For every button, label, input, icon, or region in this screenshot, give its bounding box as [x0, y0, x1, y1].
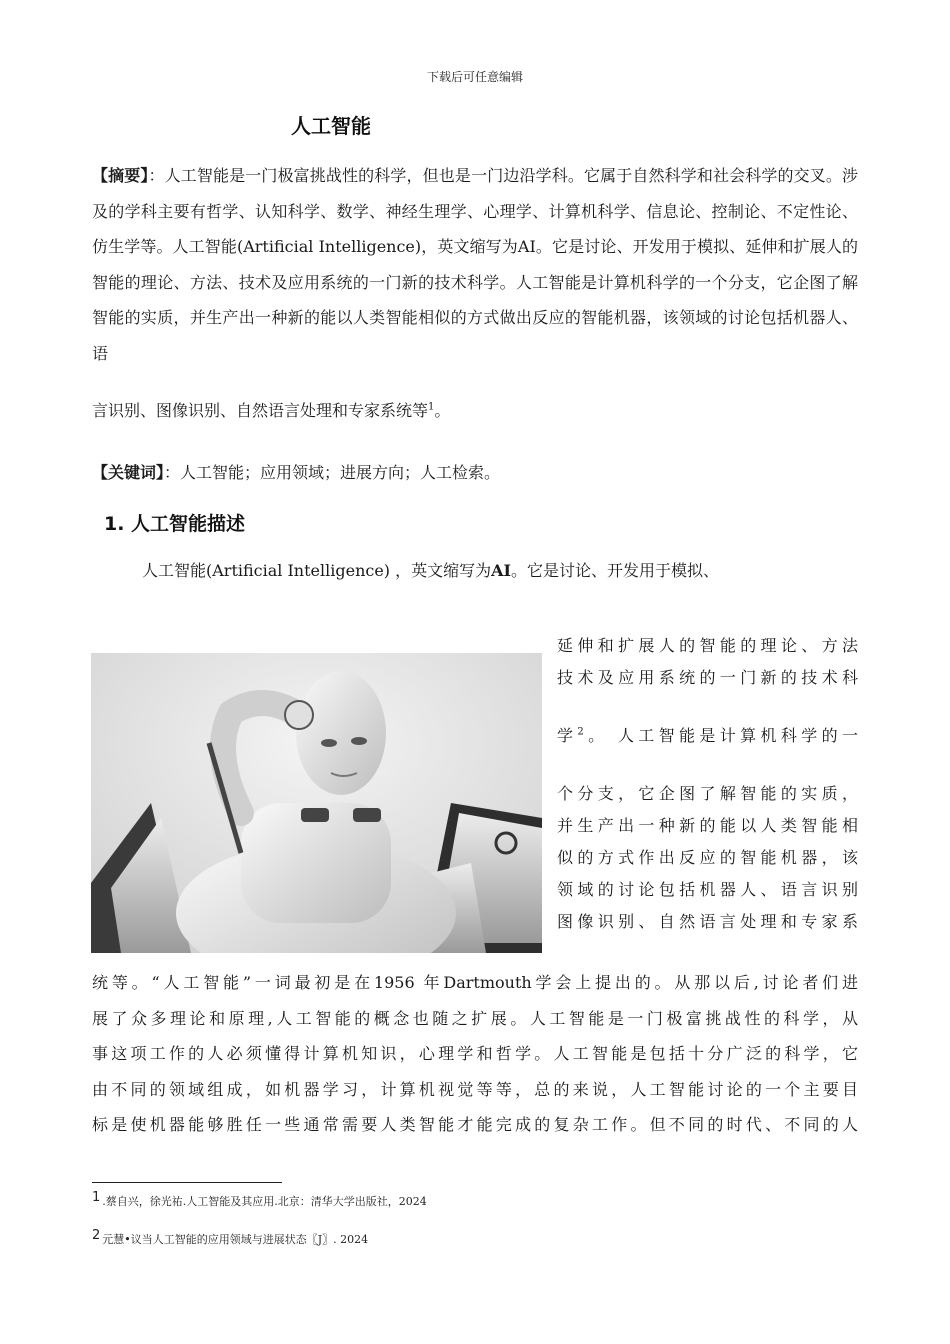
body-line: 标是使机器能够胜任一些通常需要人类智能才能完成的复杂工作。但不同的时代、不同的人: [92, 1115, 858, 1135]
body-line: 由不同的领域组成，如机器学习，计算机视觉等等，总的来说，人工智能讨论的一个主要目: [92, 1079, 858, 1099]
section1-body: [92, 965, 858, 1143]
first-line-a: 人工智能(Artificial Intelligence) ，英文缩写为: [142, 561, 492, 580]
keywords-body: 人工智能；应用领域；进展方向；人工检索。: [180, 463, 501, 482]
robot-thinking-image: [91, 653, 542, 953]
abstract-last-text: 言识别、图像识别、自然语言处理和专家系统等: [92, 401, 429, 420]
abstract-end: 。: [434, 401, 451, 420]
wrap-line: 图像识别、自然语言处理和专家系: [557, 912, 858, 931]
footnote-text: .蔡自兴，徐光祐.人工智能及其应用.北京：清华大学出版社，2024: [102, 1195, 427, 1208]
wrap-line: 领域的讨论包括机器人、语言识别: [557, 880, 858, 899]
abstract-body: 人工智能是一门极富挑战性的科学，但也是一门边沿学科。它属于自然科学和社会科学的交叉。涉及的学科主要有哲学、认知科学、数学、神经生理学、心理学、计算机科学、信息论、控制论、不定性论、仿生学等。人工智能(Artificial Intelligence)，英文缩写为AI。它是讨论、开发用于模拟、延伸和扩展人的智能的理论、方法、技术及应用系统的一门新的技术科学。人工智能是计算机科学的一个分支，它企图了解智能的实质，并生产出一种新的能以人类智能相似的方式做出反应的智能机器，该领域的讨论包括机器人、语: [92, 166, 858, 363]
first-line-bold: AI: [491, 561, 512, 580]
footnote-1: [92, 1190, 427, 1209]
header-note: 下载后可任意编辑: [426, 70, 523, 84]
footnote-mark: 1: [92, 1190, 101, 1205]
abstract-paragraph: [92, 158, 858, 429]
keywords-label: 【关键词】: [92, 463, 165, 482]
document-title: 人工智能: [291, 114, 371, 138]
keywords-colon: ：: [164, 463, 181, 482]
wrap-line: 延伸和扩展人的智能的理论、方法: [557, 636, 858, 655]
abstract-colon: ：: [148, 166, 165, 185]
wrap-line-with-ref: [557, 720, 858, 752]
body-line: 事这项工作的人必须懂得计算机知识，心理学和哲学。人工智能是包括十分广泛的科学，它: [92, 1044, 858, 1064]
robot-illustration: [91, 653, 542, 953]
wrap-line-text: 学: [557, 726, 578, 745]
wrap-text-column: [557, 630, 858, 938]
footnote-divider: [92, 1182, 282, 1183]
body-line: 展了众多理论和原理,人工智能的概念也随之扩展。人工智能是一门极富挑战性的科学，从: [92, 1008, 858, 1028]
footnote-mark: 2: [92, 1228, 101, 1243]
wrap-line-after-ref: 。 人工智能是计算机科学的一: [583, 726, 858, 745]
wrap-line: 并生产出一种新的能以人类智能相: [557, 816, 858, 835]
first-line-b: 。它是讨论、开发用于模拟、: [511, 561, 720, 580]
footnote-2: [92, 1228, 368, 1247]
abstract-label: 【摘要】: [92, 166, 149, 185]
body-line: 统等。“人工智能”一词最初是在1956 年Dartmouth学会上提出的。从那以后,讨论者们进: [92, 973, 858, 992]
wrap-line: 似的方式作出反应的智能机器，该: [557, 848, 858, 867]
section1-first-line: [142, 556, 858, 586]
abstract-last-line: [92, 393, 858, 429]
wrap-line: 个分支，它企图了解智能的实质，: [557, 784, 858, 803]
wrap-line: 技术及应用系统的一门新的技术科: [557, 668, 858, 687]
footnote-ref-1[interactable]: 1: [428, 401, 435, 413]
footnote-ref-2[interactable]: 2: [577, 726, 584, 738]
footnote-text: 元慧•议当人工智能的应用领域与进展状态〖J〗. 2024: [102, 1233, 369, 1246]
keywords-paragraph: [92, 458, 858, 488]
section-heading-1: 1. 人工智能描述: [104, 513, 246, 535]
